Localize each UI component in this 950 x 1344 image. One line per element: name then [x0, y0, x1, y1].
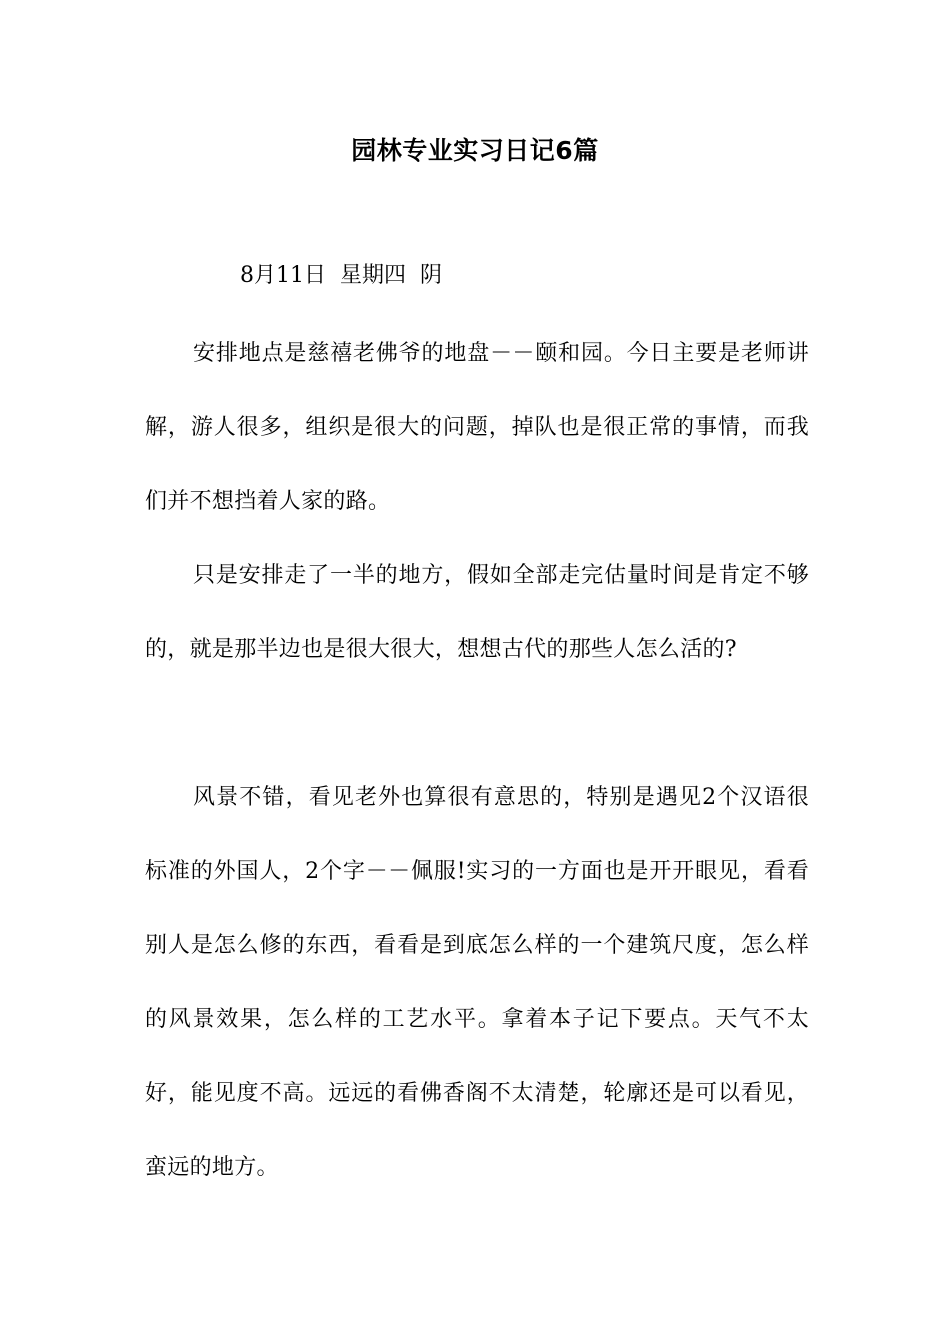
paragraph-2: 只是安排走了一半的地方，假如全部走完估量时间是肯定不够的，就是那半边也是很大很大，想想古代的那些人怎么活的?: [145, 563, 809, 662]
paragraph-1: 安排地点是慈禧老佛爷的地盘－－颐和园。今日主要是老师讲解，游人很多，组织是很大的问题，掉队也是很正常的事情，而我们并不想挡着人家的路。: [145, 341, 809, 514]
document-title: 园林专业实习日记6篇: [351, 136, 599, 165]
diary-date-line: 8月11日 星期四 阴: [240, 263, 442, 288]
paragraph-3: 风景不错，看见老外也算很有意思的，特别是遇见2个汉语很标准的外国人，2个字－－佩服!实习的一方面也是开开眼见，看看别人是怎么修的东西，看看是到底怎么样的一个建筑尺度，怎么样的风景效果，怎么样的工艺水平。拿着本子记下要点。天气不太好，能见度不高。远远的看佛香阁不太清楚，轮廓还是可以看见，蛮远的地方。: [145, 785, 809, 1180]
